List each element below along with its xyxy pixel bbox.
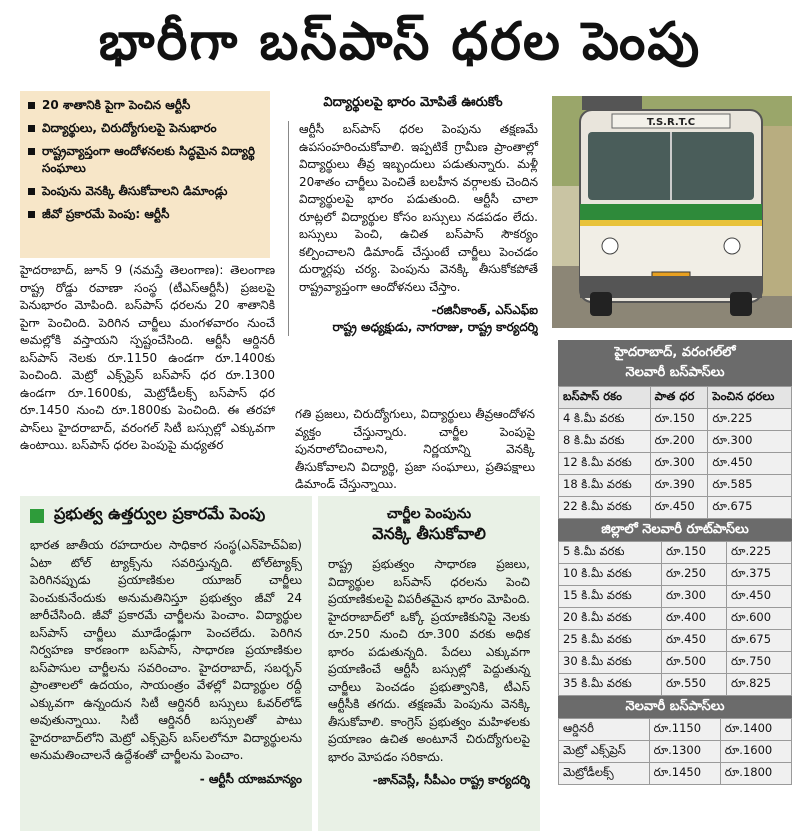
table-cell: 18 కి.మీ వరకు — [559, 475, 651, 497]
table-cell: 15 కి.మీ వరకు — [559, 586, 662, 608]
table-row — [559, 608, 792, 630]
table-row — [559, 719, 792, 741]
table-cell: రూ.225 — [708, 409, 792, 431]
table-cell: రూ.1300 — [649, 741, 720, 763]
table-row — [559, 542, 792, 564]
table-cell: రూ.300 — [661, 586, 726, 608]
article-continuation-text: గతి ప్రజలు, చిరుద్యోగులు, విద్యార్థులు తీవ్రఆందోళన వ్యక్తం చేస్తున్నారు. చార్జీల పెంపుపై పునరాలోచించాలని, నిర్ణయాన్ని వెనక్కి తీసుకోవాలని విద్యార్థి, ప్రజా సంఘాలు, ప్రతిపక్షాలు డిమాండ్‌ చేస్తున్నాయి. — [295, 407, 535, 491]
table-cell: రూ.585 — [708, 475, 792, 497]
student-quote-title: విద్యార్థులపై భారం మోపితే ఊరుకోం — [323, 95, 503, 110]
cpm-title-line-1: చార్జీల పెంపును — [386, 506, 472, 522]
green-square-icon — [30, 509, 44, 523]
highlight-item: జీవో ప్రకారమే పెంపు: ఆర్టీసీ — [28, 206, 262, 223]
table-row — [559, 564, 792, 586]
table-row — [559, 475, 792, 497]
table-cell: 25 కి.మీ వరకు — [559, 630, 662, 652]
table-cell: రూ.200 — [650, 431, 708, 453]
table-cell: రూ.825 — [726, 674, 791, 696]
column-header: పెంచిన ధరలు — [708, 387, 792, 409]
city-pass-table-title — [558, 340, 792, 386]
table-row — [559, 630, 792, 652]
table-cell: రూ.1450 — [649, 763, 720, 785]
signature-line-2: రాష్ట్ర అధ్యక్షుడు, నాగరాజు, రాష్ట్ర కార్యదర్శి — [332, 320, 538, 334]
highlights-box — [20, 91, 270, 258]
rtc-statement-title-text: ప్రభుత్వ ఉత్తర్వుల ప్రకారమే పెంపు — [54, 504, 266, 523]
table-cell: రూ.450 — [708, 453, 792, 475]
table-cell: రూ.675 — [726, 630, 791, 652]
monthly-pass-table — [558, 718, 792, 785]
district-pass-table — [558, 541, 792, 696]
rtc-statement-box — [20, 496, 312, 831]
table-row — [559, 741, 792, 763]
bus-photo — [552, 96, 792, 328]
highlight-item: 20 శాతానికి పైగా పెంచిన ఆర్టీసీ — [28, 97, 262, 114]
table-cell: 20 కి.మీ వరకు — [559, 608, 662, 630]
table-cell: 8 కి.మీ వరకు — [559, 431, 651, 453]
table-cell: 22 కి.మీ వరకు — [559, 497, 651, 519]
highlight-item: పెంపును వెనక్కి తీసుకోవాలని డిమాండ్లు — [28, 183, 262, 200]
cpm-statement-title — [328, 504, 530, 544]
signature-line-1: -రజినీకాంత్‌, ఎస్‌ఎఫ్‌ఐ — [431, 303, 538, 317]
city-pass-title-line-2: నెలవారీ బస్‌పాస్‌లు — [625, 365, 725, 380]
table-cell: రూ.550 — [661, 674, 726, 696]
monthly-pass-table-title: నెలవారీ బస్‌పాస్‌లు — [558, 696, 792, 718]
table-cell: రూ.400 — [661, 608, 726, 630]
highlight-item: రాష్ట్రవ్యాప్తంగా ఆందోళనలకు సిద్ధమైన విద్యార్థి సంఘాలు — [28, 143, 262, 177]
cpm-title-line-2: వెనక్కి తీసుకోవాలి — [372, 524, 486, 543]
rtc-statement-title — [30, 504, 302, 527]
table-cell: రూ.375 — [726, 564, 791, 586]
cpm-statement-signature: -జాన్‌వెస్లీ, సీపీఎం రాష్ట్ర కార్యదర్శి — [372, 773, 530, 787]
table-row — [559, 497, 792, 519]
fare-tables — [558, 340, 792, 785]
table-cell: రూ.1400 — [720, 719, 791, 741]
headline: భారీగా బస్‌పాస్‌ ధరల పెంపు — [98, 12, 702, 72]
table-cell: 10 కి.మీ వరకు — [559, 564, 662, 586]
table-cell: రూ.390 — [650, 475, 708, 497]
table-cell: 35 కి.మీ వరకు — [559, 674, 662, 696]
main-article-text: హైదరాబాద్‌, జూన్‌ 9 (నమస్తే తెలంగాణ): తెలంగాణ రాష్ట్ర రోడ్డు రవాణా సంస్థ (టీఎస్‌ఆర్టీసీ) ప్రజలపై పెనుభారం మోపింది. బస్‌పాస్‌ ధరలను 20 శాతానికి పైగా పెంచింది. పెరిగిన చార్జీలు మంగళవారం నుంచే అమల్లోకి వస్తాయని స్పష్టంచేసింది. ఆర్టీసీ ఆర్డినరీ బస్‌పాస్‌ నెలకు రూ.1150 ఉండగా రూ.1400కు పెంచింది. మెట్రో ఎక్స్‌ప్రెస్‌ బస్‌పాస్‌ ధర రూ.1300 ఉండగా రూ.1600కు, మెట్రోడీలక్స్‌ బస్‌పాస్‌ ధర రూ.1450 నుంచి రూ.1800కు పెంచింది. ఈ తరహా పాస్‌లు హైదరాబాద్‌, వరంగల్‌ సిటీ బస్సుల్లో ఎక్కువగా ఉంటాయి. బస్‌పాస్‌ ధరల పెంపుపై మధ్యతర — [20, 263, 275, 452]
table-cell: రూ.450 — [726, 586, 791, 608]
column-header: పాత ధర — [650, 387, 708, 409]
table-row — [559, 586, 792, 608]
rtc-statement-text: భారత జాతీయ రహదారుల సాధికార సంస్థ(ఎన్‌హెచ్‌ఏఐ) ఏటా టోల్‌ ట్యాక్స్‌ను సవరిస్తున్నది. టోల్‌ట్యాక్స్‌ పెరిగినప్పుడు ప్రయాణికుల యూజర్‌ చార్జీలు పెంచుకునేందుకు అనుమతినిస్తూ ప్రభుత్వం జీవో 24 జారీచేసింది. జీవో ప్రకారమే చార్జీలను పెంచాం. విద్యార్థుల బస్‌పాస్‌ చార్జీలు మూడేండ్లుగా పెంచలేదు. పెరిగిన నిర్వహణ కారణంగా బస్‌పాస్‌, సాధారణ ప్రయాణికుల బస్‌పాసుల చార్జీలను సవరించాం. హైదరాబాద్‌, సబర్బన్‌ ప్రాంతాలలో ఉదయం, సాయంత్రం వేళల్లో విద్యార్థుల రద్దీ ఎక్కువగా ఉన్నందున సిటీ ఆర్డినరీ బస్సులు ఓవర్‌లోడ్‌ అవుతున్నాయి. సిటీ ఆర్డినరీ బస్సులతో పాటు హైదరాబాద్‌లోని మెట్రో ఎక్స్‌ప్రెస్‌ బస్‌లలోనూ విద్యార్థులను అనుమతించాలనే ఉద్దేశంతో చార్జీలను పెంచాం. — [30, 538, 302, 762]
table-cell: రూ.250 — [661, 564, 726, 586]
table-cell: రూ.300 — [650, 453, 708, 475]
table-row — [559, 409, 792, 431]
cpm-statement-text: రాష్ట్ర ప్రభుత్వం సాధారణ ప్రజలు, విద్యార్థుల బస్‌పాస్‌ ధరలను పెంచి ప్రయాణికులపై విపరీతమైన భారం మోపింది. హైదరాబాద్‌లో ఒక్కో ప్రయాణికునిపై నెలకు రూ.250 నుంచి రూ.300 వరకు అధిక భారం పడుతున్నది. పేదలు ఎక్కువగా ప్రయాణించే ఆర్టీసీ బస్సుల్లో పెద్దుతున్న చార్జీలు పెంచడం ప్రభుత్వానికి, టీఎస్‌ ఆర్టీసీకి తగదు. తక్షణమే పెంపును వెనక్కి తీసుకోవాలి. కాంగ్రెస్‌ ప్రభుత్వం మహిళలకు ప్రయాణం ఉచిత అంటూనే చిరుద్యోగులపై భారం మోపడం సరికాదు. — [328, 557, 530, 764]
column-header: బస్‌పాస్‌ రకం — [559, 387, 651, 409]
table-cell: రూ.500 — [661, 652, 726, 674]
table-cell: మెట్రోడీలక్స్‌ — [559, 763, 650, 785]
bus-plate-text: T.S.R.T.C — [646, 117, 696, 128]
student-quote-signature — [299, 302, 538, 336]
table-cell: 30 కి.మీ వరకు — [559, 652, 662, 674]
table-cell: ఆర్డినరీ — [559, 719, 650, 741]
table-cell: 4 కి.మీ వరకు — [559, 409, 651, 431]
table-cell: మెట్రో ఎక్స్‌ప్రెస్‌ — [559, 741, 650, 763]
student-quote-text: ఆర్టీసీ బస్‌పాస్‌ ధరల పెంపును తక్షణమే ఉపసంహరించుకోవాలి. ఇప్పటికే గ్రామీణ ప్రాంతాల్లో విద్యార్థులు తీవ్ర ఇబ్బందులు పడుతున్నారు. మళ్లీ 20శాతం చార్జీలు పెంచితే బలహీన వర్గాలకు చెందిన విద్యార్థులపై భారం పడుతుంది. ఆర్టీసీ చాలా రూట్లలో విద్యార్థుల కోసం బస్సులు నడపడం లేదు. బస్సులు పెంచి, ఉచిత బస్‌పాస్‌ సౌకర్యం కల్పించాలని డిమాండ్‌ చేస్తుంటే చార్జీలు పెంచడం దుర్మార్గపు చర్య. పెంపును వెనక్కి తీసుకోకపోతే రాష్ట్రవ్యాప్తంగా ఆందోళనలు చేస్తాం. — [299, 122, 538, 294]
table-cell: రూ.600 — [726, 608, 791, 630]
table-cell: రూ.150 — [650, 409, 708, 431]
table-row — [559, 453, 792, 475]
cpm-statement-box — [318, 496, 540, 831]
table-cell: రూ.1800 — [720, 763, 791, 785]
table-cell: రూ.300 — [708, 431, 792, 453]
table-cell: రూ.1600 — [720, 741, 791, 763]
table-cell: రూ.150 — [661, 542, 726, 564]
table-cell: రూ.675 — [708, 497, 792, 519]
student-quote-column — [288, 95, 538, 336]
city-pass-table — [558, 386, 792, 519]
district-pass-table-title: జిల్లాలో నెలవారీ రూట్‌పాస్‌లు — [558, 519, 792, 541]
table-cell: రూ.225 — [726, 542, 791, 564]
table-cell: 12 కి.మీ వరకు — [559, 453, 651, 475]
city-pass-title-line-1: హైదరాబాద్‌, వరంగల్‌లో — [614, 345, 736, 360]
table-cell: రూ.450 — [650, 497, 708, 519]
table-row — [559, 763, 792, 785]
table-cell: రూ.450 — [661, 630, 726, 652]
highlight-item: విద్యార్థులు, చిరుద్యోగులపై పెనుభారం — [28, 120, 262, 137]
table-row — [559, 652, 792, 674]
table-row — [559, 674, 792, 696]
table-cell: రూ.750 — [726, 652, 791, 674]
table-cell: 5 కి.మీ వరకు — [559, 542, 662, 564]
table-cell: రూ.1150 — [649, 719, 720, 741]
table-header-row — [559, 387, 792, 409]
rtc-statement-signature: - ఆర్టీసీ యాజమాన్యం — [199, 771, 302, 786]
table-row — [559, 431, 792, 453]
